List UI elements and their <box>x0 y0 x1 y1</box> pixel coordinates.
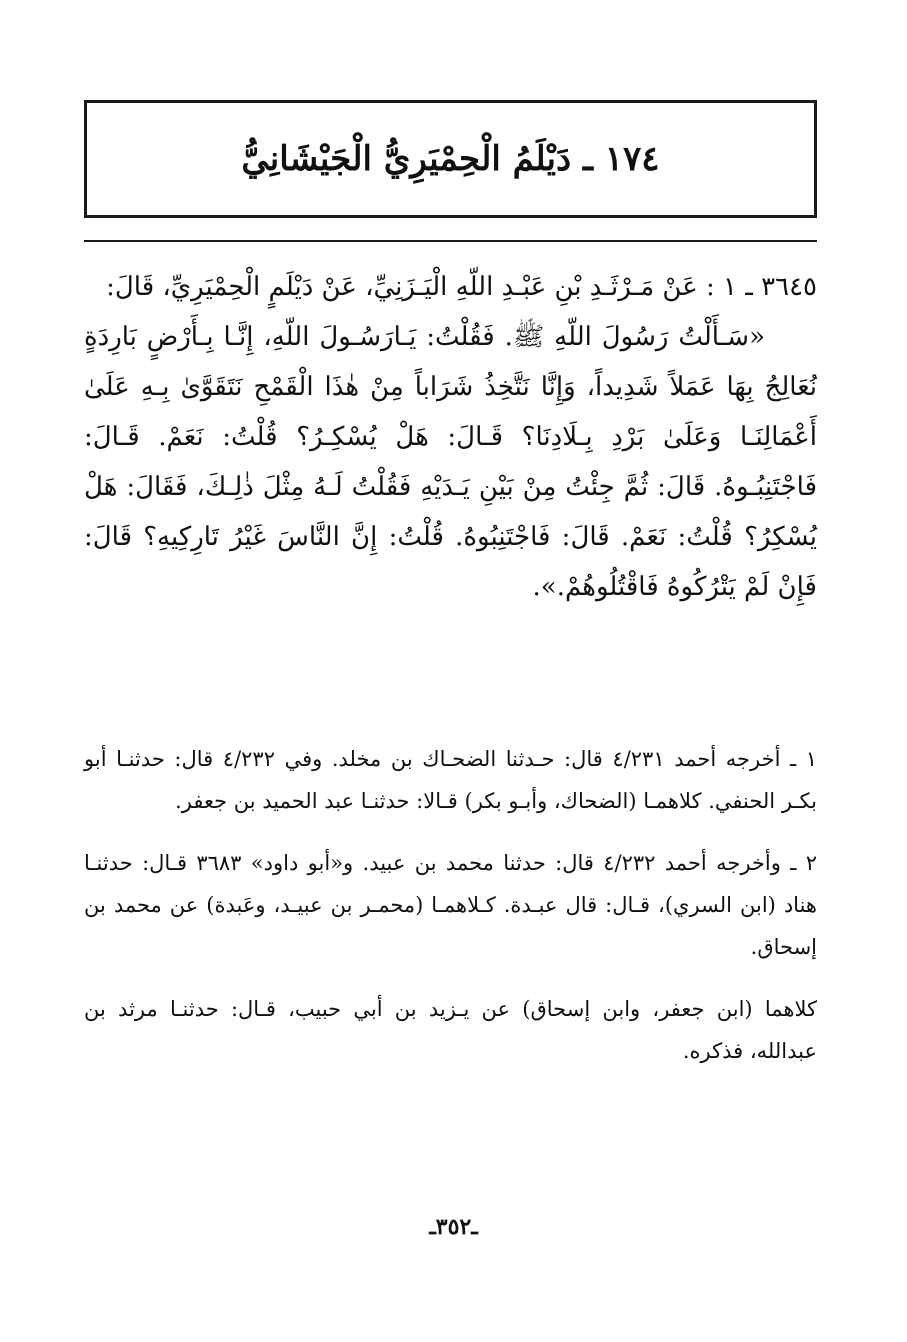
footnote-3: كلاهما (ابن جعفر، وابن إسحاق) عن يـزيد بن أبي حبيب، قـال: حدثنـا مرثد بن عبدالله، فذكره. <box>84 997 817 1063</box>
hadith-isnad: ٣٦٤٥ ـ ١ : عَنْ مَـرْثَـدِ بْنِ عَبْـدِ اللّهِ الْيَـزَنِيِّ، عَنْ دَيْلَمٍ الْحِمْيَرِيِّ، قَالَ: <box>106 272 817 302</box>
footnote-2: ٢ ـ وأخرجه أحمد ٤/٢٣٢ قال: حدثنا محمد بن عبيد. و«أبو داود» ٣٦٨٣ قـال: حدثنـا هناد (ابن السري)، قـال: قال عبـدة. كـلاهمـا (محمـر بن عبيـد، وعَبدة) عن محمد بن إسحاق. <box>84 851 817 959</box>
hadith-body <box>84 262 817 612</box>
hadith-matn: «سَـأَلْتُ رَسُولَ اللّهِ ﷺ. فَقُلْتُ: يَـارَسُـولَ اللّهِ، إِنَّـا بِـأَرْضٍ بَارِدَةٍ نُعَالِجُ بِهَا عَمَلاً شَدِيداً، وَإِنَّا نَتَّخِذُ شَرَاباً مِنْ هٰذَا الْقَمْحِ نَتَقَوَّىٰ بِـهِ عَلَىٰ أَعْمَالِنَـا وَعَلَىٰ بَرْدِ بِـلَادِنَا؟ قَـالَ: هَلْ يُسْكِـرُ؟ قُلْتُ: نَعَمْ. قَـالَ: فَاجْتَنِبُـوهُ. قَالَ: ثُمَّ جِئْتُ مِنْ بَيْنِ يَـدَيْهِ فَقُلْتُ لَـهُ مِثْلَ ذٰلِـكَ، فَقَالَ: هَلْ يُسْكِرُ؟ قُلْتُ: نَعَمْ. قَالَ: فَاجْتَنِبُوهُ. قُلْتُ: إِنَّ النَّاسَ غَيْرُ تَارِكِيهِ؟ قَالَ: فَإِنْ لَمْ يَتْرُكُوهُ فَاقْتُلُوهُمْ.». <box>84 322 817 602</box>
title-divider <box>84 240 817 242</box>
page-number: ـ٣٥٢ـ <box>429 1214 478 1240</box>
footnote-1: ١ ـ أخرجه أحمد ٤/٢٣١ قال: حـدثنا الضحـاك بن مخلد. وفي ٤/٢٣٢ قال: حدثنـا أبو بكـر الحنفي. كلاهمـا (الضحاك، وأبـو بكر) قـالا: حدثنـا عبد الحميد بن جعفر. <box>84 747 818 813</box>
hadith-matn-paragraph <box>84 312 817 612</box>
chapter-title: ١٧٤ ـ دَيْلَمُ الْحِمْيَرِيُّ الْجَيْشَانِيُّ <box>241 139 660 179</box>
chapter-title-box <box>84 100 817 218</box>
footnotes <box>84 738 817 1092</box>
